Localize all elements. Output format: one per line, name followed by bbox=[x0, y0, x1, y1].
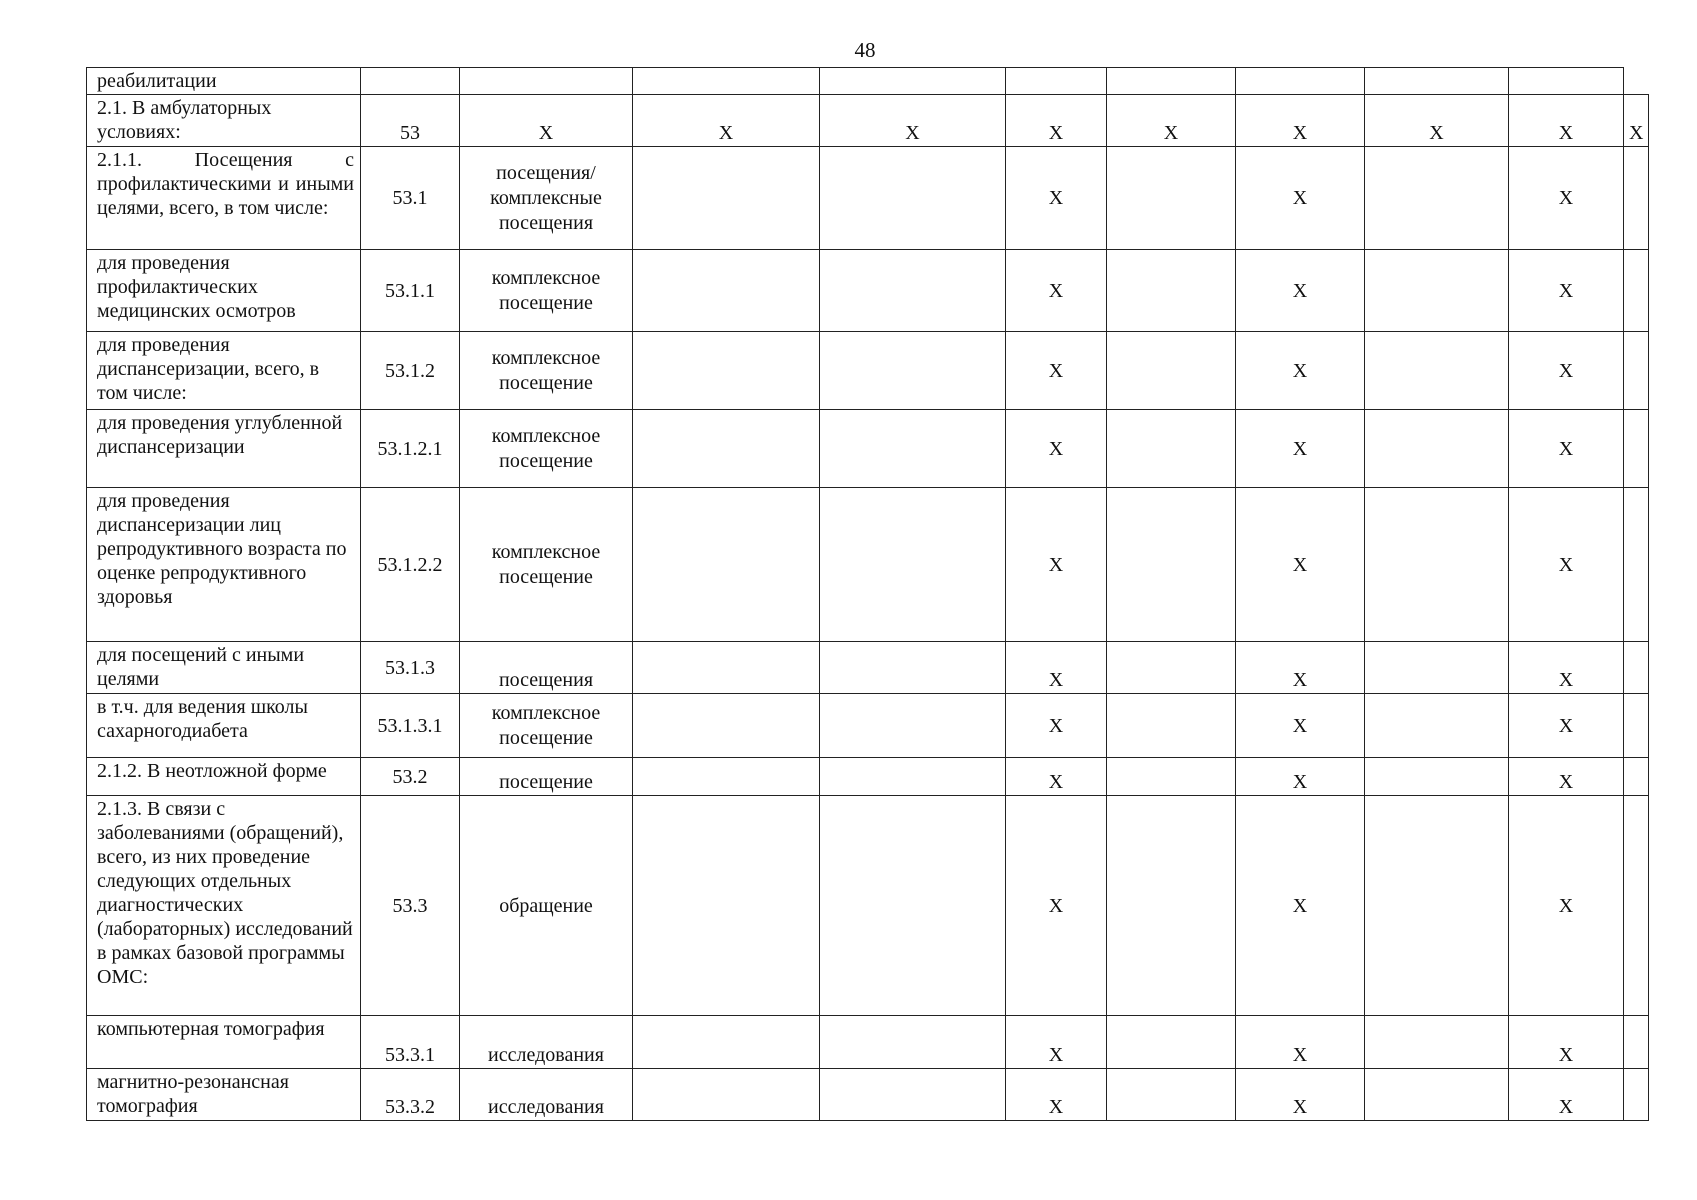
row-mark bbox=[820, 694, 1006, 758]
row-mark bbox=[1107, 796, 1236, 1016]
table-row bbox=[87, 147, 1649, 250]
row-mark: Х bbox=[1509, 796, 1624, 1016]
row-mark bbox=[633, 642, 820, 694]
row-unit: комплексное посещение bbox=[460, 410, 633, 488]
row-mark bbox=[1107, 1069, 1236, 1121]
row-name: для проведения диспансеризации, всего, в том числе: bbox=[87, 332, 361, 410]
row-mark: Х bbox=[1107, 95, 1236, 147]
row-code: 53 bbox=[361, 95, 460, 147]
row-name: 2.1.3. В связи с заболеваниями (обращений), всего, из них проведение следующих отдельных диагностических (лабораторных) исследований в рамках базовой программы ОМС: bbox=[87, 796, 361, 1016]
row-mark: Х bbox=[1509, 1016, 1624, 1069]
row-mark bbox=[1624, 250, 1649, 332]
row-name: 2.1. В амбулаторных условиях: bbox=[87, 95, 361, 147]
row-mark bbox=[1365, 1069, 1509, 1121]
row-code: 53.1.2.1 bbox=[361, 410, 460, 488]
row-unit: комплексное посещение bbox=[460, 332, 633, 410]
row-code: 53.1.2 bbox=[361, 332, 460, 410]
row-mark bbox=[1365, 642, 1509, 694]
row-mark: Х bbox=[1006, 488, 1107, 642]
row-mark: Х bbox=[1236, 147, 1365, 250]
row-mark: Х bbox=[1236, 332, 1365, 410]
row-mark bbox=[1107, 488, 1236, 642]
table-row bbox=[87, 68, 1649, 95]
row-mark bbox=[1624, 758, 1649, 796]
row-mark: Х bbox=[1236, 642, 1365, 694]
row-name: реабилитации bbox=[87, 68, 361, 95]
row-mark bbox=[633, 796, 820, 1016]
row-mark bbox=[633, 488, 820, 642]
row-name: 2.1.2. В неотложной форме bbox=[87, 758, 361, 796]
row-mark bbox=[1107, 642, 1236, 694]
row-mark bbox=[1624, 1016, 1649, 1069]
row-mark: Х bbox=[1509, 694, 1624, 758]
row-name: 2.1.1. Посещения с профилактическими и иными целями, всего, в том числе: bbox=[87, 147, 361, 250]
row-mark: Х bbox=[1236, 694, 1365, 758]
row-name: для посещений с иными целями bbox=[87, 642, 361, 694]
row-mark: Х bbox=[633, 95, 820, 147]
row-mark: Х bbox=[1509, 332, 1624, 410]
row-mark bbox=[633, 758, 820, 796]
row-name: в т.ч. для ведения школы сахарногодиабета bbox=[87, 694, 361, 758]
row-unit: комплексное посещение bbox=[460, 488, 633, 642]
table-row bbox=[87, 250, 1649, 332]
table-row bbox=[87, 1069, 1649, 1121]
row-mark: Х bbox=[1509, 642, 1624, 694]
row-mark: Х bbox=[1006, 758, 1107, 796]
table-row bbox=[87, 488, 1649, 642]
row-mark: Х bbox=[1006, 250, 1107, 332]
row-mark: Х bbox=[1509, 250, 1624, 332]
row-code: 53.3.1 bbox=[361, 1016, 460, 1069]
row-mark bbox=[1624, 1069, 1649, 1121]
row-mark: Х bbox=[1006, 147, 1107, 250]
row-mark bbox=[1006, 68, 1107, 95]
row-unit: Х bbox=[460, 95, 633, 147]
row-code: 53.1.3 bbox=[361, 642, 460, 694]
row-unit: исследования bbox=[460, 1016, 633, 1069]
row-mark: Х bbox=[1006, 332, 1107, 410]
row-mark: Х bbox=[1509, 1069, 1624, 1121]
row-unit: посещения/ комплексные посещения bbox=[460, 147, 633, 250]
row-mark: Х bbox=[1509, 488, 1624, 642]
row-mark: Х bbox=[1236, 410, 1365, 488]
row-mark: Х bbox=[1006, 642, 1107, 694]
row-mark bbox=[1365, 758, 1509, 796]
row-mark bbox=[1624, 642, 1649, 694]
table-row bbox=[87, 642, 1649, 694]
row-mark bbox=[820, 642, 1006, 694]
table-row bbox=[87, 95, 1649, 147]
row-unit: исследования bbox=[460, 1069, 633, 1121]
row-mark: Х bbox=[1236, 250, 1365, 332]
table-row bbox=[87, 410, 1649, 488]
row-mark: Х bbox=[1509, 758, 1624, 796]
row-mark: Х bbox=[1509, 147, 1624, 250]
row-mark: Х bbox=[1509, 95, 1624, 147]
row-unit: посещение bbox=[460, 758, 633, 796]
row-mark bbox=[1624, 694, 1649, 758]
row-unit: комплексное посещение bbox=[460, 250, 633, 332]
row-mark bbox=[1365, 68, 1509, 95]
row-mark bbox=[633, 1069, 820, 1121]
row-mark bbox=[1624, 147, 1649, 250]
row-mark bbox=[820, 147, 1006, 250]
row-mark: Х bbox=[1236, 796, 1365, 1016]
row-mark bbox=[1365, 147, 1509, 250]
row-mark bbox=[820, 1069, 1006, 1121]
row-mark bbox=[820, 796, 1006, 1016]
row-mark: Х bbox=[1236, 95, 1365, 147]
row-mark bbox=[820, 410, 1006, 488]
table-row bbox=[87, 796, 1649, 1016]
row-code: 53.1 bbox=[361, 147, 460, 250]
row-mark bbox=[1509, 68, 1624, 95]
row-mark bbox=[1365, 410, 1509, 488]
row-mark bbox=[820, 488, 1006, 642]
row-mark bbox=[1107, 147, 1236, 250]
row-mark: Х bbox=[1236, 488, 1365, 642]
row-mark: Х bbox=[1236, 758, 1365, 796]
table-row bbox=[87, 1016, 1649, 1069]
row-mark: Х bbox=[1006, 796, 1107, 1016]
row-mark bbox=[820, 68, 1006, 95]
row-name: компьютерная томография bbox=[87, 1016, 361, 1069]
row-mark bbox=[633, 68, 820, 95]
row-mark: Х bbox=[1006, 694, 1107, 758]
row-mark: Х bbox=[1365, 95, 1509, 147]
row-name: для проведения диспансеризации лиц репродуктивного возраста по оценке репродуктивного здоровья bbox=[87, 488, 361, 642]
row-unit: обращение bbox=[460, 796, 633, 1016]
table-row bbox=[87, 694, 1649, 758]
row-unit: комплексное посещение bbox=[460, 694, 633, 758]
row-code: 53.1.2.2 bbox=[361, 488, 460, 642]
row-mark bbox=[1624, 488, 1649, 642]
row-code: 53.2 bbox=[361, 758, 460, 796]
row-mark bbox=[1365, 250, 1509, 332]
table-row bbox=[87, 758, 1649, 796]
row-unit: посещения bbox=[460, 642, 633, 694]
row-mark bbox=[633, 250, 820, 332]
page-number: 48 bbox=[854, 38, 876, 62]
row-mark bbox=[1107, 758, 1236, 796]
row-mark bbox=[820, 250, 1006, 332]
row-mark: Х bbox=[820, 95, 1006, 147]
row-mark bbox=[1107, 410, 1236, 488]
row-mark: Х bbox=[1624, 95, 1649, 147]
row-code: 53.1.1 bbox=[361, 250, 460, 332]
row-mark bbox=[633, 147, 820, 250]
row-code bbox=[361, 68, 460, 95]
row-mark bbox=[1365, 694, 1509, 758]
row-mark bbox=[633, 694, 820, 758]
row-mark: Х bbox=[1006, 1069, 1107, 1121]
row-mark bbox=[820, 332, 1006, 410]
row-unit bbox=[460, 68, 633, 95]
row-code: 53.1.3.1 bbox=[361, 694, 460, 758]
row-mark: Х bbox=[1509, 410, 1624, 488]
row-mark bbox=[1107, 1016, 1236, 1069]
row-mark bbox=[820, 758, 1006, 796]
row-mark: Х bbox=[1006, 410, 1107, 488]
row-mark: Х bbox=[1006, 1016, 1107, 1069]
row-mark bbox=[1107, 68, 1236, 95]
data-table bbox=[86, 67, 1649, 1121]
row-mark bbox=[1624, 332, 1649, 410]
row-mark: Х bbox=[1236, 1016, 1365, 1069]
row-mark bbox=[1624, 410, 1649, 488]
row-mark bbox=[1107, 250, 1236, 332]
row-mark bbox=[1107, 332, 1236, 410]
row-code: 53.3.2 bbox=[361, 1069, 460, 1121]
table-row bbox=[87, 332, 1649, 410]
row-mark bbox=[1624, 796, 1649, 1016]
row-name: для проведения профилактических медицинских осмотров bbox=[87, 250, 361, 332]
row-mark bbox=[1236, 68, 1365, 95]
row-mark bbox=[633, 332, 820, 410]
row-mark bbox=[633, 410, 820, 488]
row-mark: Х bbox=[1236, 1069, 1365, 1121]
row-mark: Х bbox=[1006, 95, 1107, 147]
row-mark bbox=[1365, 488, 1509, 642]
row-mark bbox=[1365, 796, 1509, 1016]
row-mark bbox=[1107, 694, 1236, 758]
row-name: для проведения углубленной диспансеризации bbox=[87, 410, 361, 488]
row-code: 53.3 bbox=[361, 796, 460, 1016]
row-mark bbox=[1365, 332, 1509, 410]
row-mark bbox=[1365, 1016, 1509, 1069]
row-mark bbox=[820, 1016, 1006, 1069]
row-mark bbox=[633, 1016, 820, 1069]
row-name: магнитно-резонансная томография bbox=[87, 1069, 361, 1121]
